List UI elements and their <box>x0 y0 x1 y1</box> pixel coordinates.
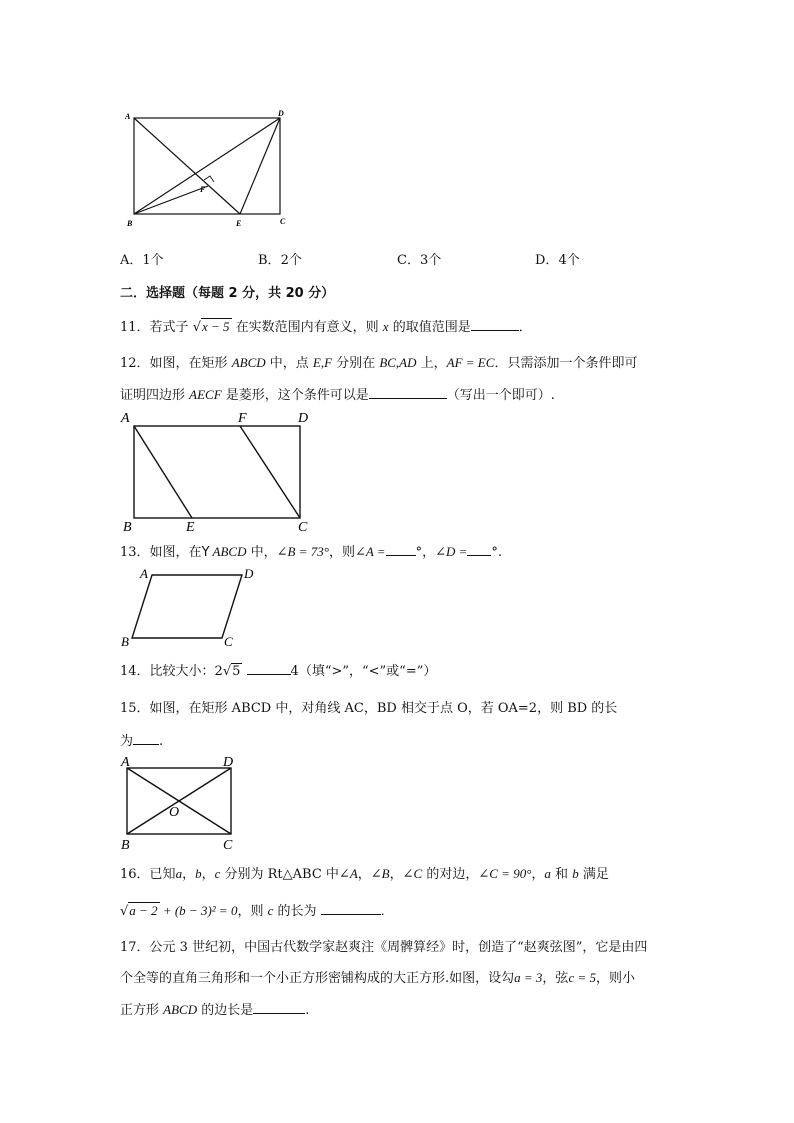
q16-var-b: b <box>195 866 202 881</box>
q13-angle-d: ∠D = <box>435 544 468 559</box>
q16-equation: + (b − 3)² = 0 <box>159 903 238 918</box>
label-f: F <box>238 411 247 426</box>
q17-text-l2a: 个全等的直角三角形和一个小正方形密铺构成的大正方形.如图，设勾 <box>120 971 515 986</box>
option-b <box>258 249 302 268</box>
answer-blank-15[interactable] <box>133 732 159 745</box>
q17-text-l2c: ，弦 <box>542 971 569 986</box>
q13-name: ABCD <box>209 544 247 559</box>
q16-text-m: b <box>572 866 579 881</box>
label-a: A <box>121 411 130 426</box>
rectangle-abcd-q12 <box>134 426 300 518</box>
question-15-line1 <box>120 697 617 716</box>
label-c: C <box>223 838 233 853</box>
q17-end: . <box>305 1003 310 1018</box>
q16-text-a: 已知 <box>149 867 176 882</box>
q12-text-h: AF = EC <box>446 355 495 370</box>
label-c: C <box>280 217 286 226</box>
sqrt-a-minus-2: √a − 2 <box>120 903 158 919</box>
q16-angle-c-value: ∠C = 90° <box>478 866 532 881</box>
q16-radicand: a − 2 <box>129 903 158 918</box>
parallelogram-symbol: Y <box>201 545 210 560</box>
label-c: C <box>298 520 308 534</box>
question-17-line3 <box>120 999 309 1018</box>
q12-text-d: E,F <box>312 355 333 370</box>
label-b: B <box>123 520 132 534</box>
q14-pre: 比较大小：2 <box>149 664 223 679</box>
segment-ae <box>134 118 240 214</box>
q13-angle-a: ∠A = <box>354 544 386 559</box>
label-e: E <box>236 219 242 228</box>
option-d <box>535 249 580 268</box>
option-b-letter: B． <box>258 253 281 268</box>
q17-number: 17． <box>120 940 150 955</box>
q16-text-n: 满足 <box>578 867 609 882</box>
q17-text-l2d: c = 5 <box>568 970 596 985</box>
question-17-line1 <box>120 936 647 955</box>
answer-blank-14[interactable] <box>247 662 291 675</box>
q16-angle-c: ∠C <box>402 866 423 881</box>
option-d-text: 4个 <box>558 253 580 268</box>
q15-text-line2: 为 <box>120 734 134 749</box>
question-11 <box>120 316 532 335</box>
answer-blank-13a[interactable] <box>386 543 416 556</box>
q16-var-c: c <box>214 866 221 881</box>
q12-text-b: ABCD <box>231 355 266 370</box>
sqrt-expression: √x − 5 <box>192 319 230 335</box>
q15-text-line1: 如图，在矩形 ABCD 中，对角线 AC，BD 相交于点 O，若 OA=2，则 BD 的长 <box>149 701 618 716</box>
q14-radicand: 5 <box>232 664 241 679</box>
option-c <box>397 249 441 268</box>
q16-text-l2b: ，则 <box>237 904 268 919</box>
option-c-text: 3个 <box>419 253 442 268</box>
q16-text-l2d: 的长为 <box>273 904 321 919</box>
question-15-line2 <box>120 730 163 749</box>
segment-fc-q12 <box>240 426 300 518</box>
sqrt-five: √5 <box>222 664 241 679</box>
q13-number: 13． <box>120 545 150 560</box>
parallelogram-abcd <box>132 575 242 638</box>
label-a: A <box>140 566 148 581</box>
q13-mid: 中， <box>246 545 277 560</box>
q16-angle-a: ∠A <box>338 866 358 881</box>
answer-blank-11[interactable] <box>471 318 519 331</box>
q17-text-l3c: 的边长是 <box>197 1003 254 1018</box>
q12-text-g: 上， <box>416 356 447 371</box>
q11-mid: 在实数范围内有意义，则 <box>231 320 383 335</box>
question-13 <box>120 541 502 560</box>
answer-blank-13b[interactable] <box>467 543 491 556</box>
q17-text-l2e: ，则小 <box>595 971 635 986</box>
q14-post: 4（填“>”，“<”或“=”） <box>290 664 437 679</box>
q15-end: . <box>159 734 164 749</box>
q16-sep1: ， <box>182 867 196 882</box>
figure-q10 <box>118 104 298 232</box>
q16-text-f: ， <box>389 867 403 882</box>
segment-ae-q12 <box>134 426 192 518</box>
option-d-letter: D． <box>535 253 559 268</box>
q12-text-l2b: AECF <box>189 387 222 402</box>
answer-blank-17[interactable] <box>253 1001 305 1014</box>
q15-number: 15． <box>120 701 150 716</box>
option-a-text: 1个 <box>142 253 164 268</box>
label-d: D <box>298 411 309 426</box>
option-c-letter: C． <box>397 253 420 268</box>
option-b-text: 2个 <box>280 253 302 268</box>
q12-text-l2a: 证明四边形 <box>120 388 190 403</box>
q11-pre: 若式子 <box>149 320 193 335</box>
q12-text-f: BC,AD <box>379 355 417 370</box>
label-o: O <box>169 805 180 820</box>
q16-text-l: 和 <box>550 867 573 882</box>
label-f: F <box>200 185 206 194</box>
q16-text-h: 的对边， <box>422 867 479 882</box>
q11-var: x <box>382 319 389 334</box>
q16-sep2: ， <box>201 867 215 882</box>
label-e: E <box>186 520 195 534</box>
figure-q15 <box>118 752 248 854</box>
question-14 <box>120 660 436 679</box>
label-d: D <box>278 109 284 118</box>
label-c: C <box>224 634 233 649</box>
q16-text-k: a <box>544 866 551 881</box>
question-12-line2 <box>120 384 555 403</box>
segment-bd <box>134 118 280 214</box>
q16-text-b: 分别为 Rt△ABC 中 <box>220 867 339 882</box>
q13-deg1: °， <box>415 545 436 560</box>
label-b: B <box>127 219 133 228</box>
right-angle-mark <box>204 176 214 182</box>
answer-blank-12[interactable] <box>369 386 447 399</box>
option-a <box>120 249 164 268</box>
question-17-line2 <box>120 967 635 986</box>
q16-text-l2c: c <box>267 903 274 918</box>
label-b: B <box>121 634 129 649</box>
section-title: 二．选择题（每题 2 分，共 20 分） <box>120 286 335 301</box>
q13-angle-b: ∠B = 73° <box>276 544 329 559</box>
question-16-line1 <box>120 863 609 882</box>
segment-de <box>240 118 280 214</box>
answer-blank-16[interactable] <box>321 902 381 915</box>
figure-q12 <box>118 404 318 534</box>
q13-pre: 如图，在 <box>149 545 202 560</box>
q16-angle-b: ∠B <box>370 866 390 881</box>
q13-mid2: ，则 <box>328 545 355 560</box>
q16-text-j: ， <box>531 867 545 882</box>
q16-end: ． <box>380 904 394 919</box>
q16-text-d: ， <box>357 867 371 882</box>
label-d: D <box>223 755 234 770</box>
q12-text-e: 分别在 <box>332 356 380 371</box>
q11-post: 的取值范围是 <box>388 320 471 335</box>
q12-text-l2d: （写出一个即可）. <box>446 388 555 403</box>
label-b: B <box>121 838 130 853</box>
q16-var-a: a <box>175 866 183 881</box>
q12-text-a: 如图，在矩形 <box>149 356 232 371</box>
q12-text-l2c: 是菱形，这个条件可以是 <box>221 388 369 403</box>
q16-number: 16． <box>120 867 150 882</box>
label-a: A <box>125 112 131 121</box>
label-a: A <box>121 755 130 770</box>
q17-text-l3a: 正方形 <box>120 1003 164 1018</box>
q11-end: ． <box>518 320 532 335</box>
figure-q13 <box>118 562 268 652</box>
q12-text-c: 中，点 <box>265 356 313 371</box>
q11-number: 11． <box>120 320 150 335</box>
q17-text-l3b: ABCD <box>163 1002 198 1017</box>
q17-text-l2b: a = 3 <box>514 970 543 985</box>
q12-text-i: ．只需添加一个条件即可 <box>494 356 638 371</box>
question-16-line2 <box>120 900 394 919</box>
q12-number: 12． <box>120 356 150 371</box>
label-d: D <box>244 566 254 581</box>
q14-number: 14． <box>120 664 150 679</box>
question-12-line1 <box>120 352 637 371</box>
q11-radicand: x − 5 <box>201 319 230 334</box>
q17-text-line1: 公元 3 世纪初，中国古代数学家赵爽注《周髀算经》时，创造了“赵爽弦图”，它是由四 <box>149 940 648 955</box>
q13-end: °. <box>491 545 503 560</box>
option-a-letter: A． <box>120 253 143 268</box>
